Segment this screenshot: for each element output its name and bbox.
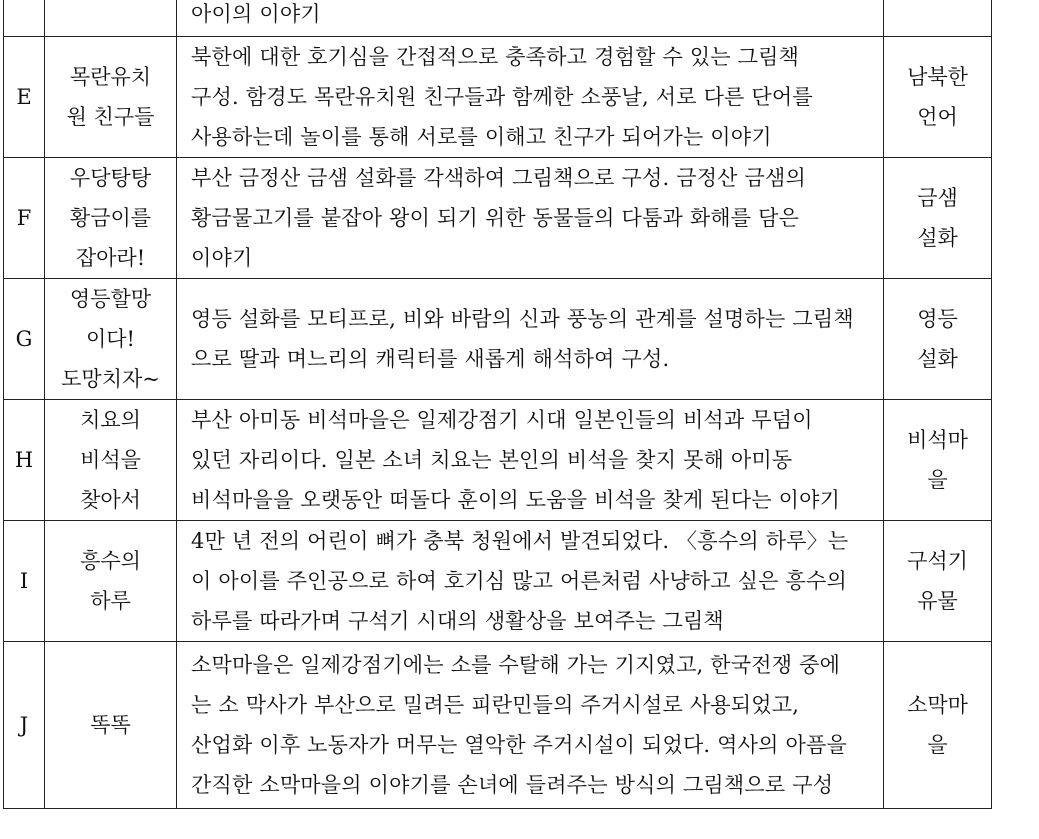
row-id-cell: F [4,158,45,279]
keyword-cell [884,400,992,521]
keyword-cell [884,521,992,642]
table-row [4,158,992,279]
keyword-cell [884,0,992,37]
row-id-cell: G [4,279,45,400]
description-line: 소막마을은 일제강점기에는 소를 수탈해 가는 기지였고, 한국전쟁 중에 [191,653,841,677]
keyword-line: 영등 [917,307,958,331]
keyword-line: 비석마 [907,428,968,452]
book-title-cell [45,279,177,400]
description-line: 황금물고기를 붙잡아 왕이 되기 위한 동물들의 다툼과 화해를 담은 [191,206,800,230]
title-line: 치요의 [80,408,141,432]
description-line: 는 소 막사가 부산으로 밀려든 피란민들의 주거시설로 사용되었고, [191,693,800,717]
table-row [4,521,992,642]
title-line: 비석을 [80,448,141,472]
title-line: 도망치자~ [61,367,160,391]
description-line: 아이의 이야기 [191,1,321,26]
keyword-line: 을 [927,733,948,757]
title-line: 우당탕탕 [69,166,152,190]
keyword-line: 금샘 [917,186,958,210]
description-line: 영등 설화를 모티프로, 비와 바람의 신과 풍농의 관계를 설명하는 그림책 [191,307,854,331]
description-cell [177,158,884,279]
description-line: 산업화 이후 노동자가 머무는 열악한 주거시설이 되었다. 역사의 아픔을 [191,733,847,757]
row-id-cell: J [4,642,45,809]
description-cell [177,400,884,521]
book-title-cell [45,158,177,279]
keyword-line: 설화 [917,347,958,371]
description-line: 사용하는데 놀이를 통해 서로를 이해고 친구가 되어가는 이야기 [191,125,772,149]
keyword-cell [884,642,992,809]
picture-book-table [3,0,992,809]
description-line: 부산 금정산 금샘 설화를 각색하여 그림책으로 구성. 금정산 금샘의 [191,166,806,190]
description-line: 비석마을을 오랫동안 떠돌다 훈이의 도움을 비석을 찾게 된다는 이야기 [191,488,841,512]
table-row [4,642,992,809]
description-cell [177,37,884,158]
book-title-cell [45,0,177,37]
title-line: 이다! [85,327,135,351]
keyword-cell [884,158,992,279]
title-line: 원 친구들 [66,105,155,129]
title-line: 목란유치 [69,65,152,89]
row-id-cell: I [4,521,45,642]
title-line: 흥수의 [80,549,141,573]
table-row [4,37,992,158]
keyword-line: 남북한 [907,65,968,89]
table-row [4,279,992,400]
row-id-cell [4,0,45,37]
keyword-line: 유물 [917,589,958,613]
table-body [4,0,992,809]
row-id-cell: H [4,400,45,521]
row-id-cell: E [4,37,45,158]
description-line: 이야기 [191,246,253,270]
description-line: 구성. 함경도 목란유치원 친구들과 함께한 소풍날, 서로 다른 단어를 [191,85,813,109]
keyword-line: 을 [927,468,948,492]
title-line: 잡아라! [75,246,146,270]
description-line: 으로 딸과 며느리의 캐릭터를 새롭게 해석하여 구성. [191,347,670,371]
description-line: 하루를 따라가며 구석기 시대의 생활상을 보여주는 그림책 [191,609,724,633]
description-cell [177,642,884,809]
book-title-cell [45,642,177,809]
title-line: 영등할망 [69,287,152,311]
keyword-line: 설화 [917,226,958,250]
title-line: 찾아서 [80,488,141,512]
keyword-line: 언어 [917,105,958,129]
keyword-cell [884,279,992,400]
keyword-line: 소막마 [907,693,968,717]
description-cell [177,279,884,400]
keyword-cell [884,37,992,158]
description-line: 있던 자리이다. 일본 소녀 치요는 본인의 비석을 찾지 못해 아미동 [191,448,793,472]
book-title-cell [45,521,177,642]
description-line: 4만 년 전의 어린이 뼈가 충북 청원에서 발견되었다. 〈흥수의 하루〉는 [191,529,849,553]
book-title-cell [45,400,177,521]
title-line: 하루 [90,589,131,613]
description-line: 부산 아미동 비석마을은 일제강점기 시대 일본인들의 비석과 무덤이 [191,408,813,432]
title-line: 황금이를 [69,206,152,230]
description-cell [177,0,884,37]
book-title-cell [45,37,177,158]
table-row [4,0,992,37]
keyword-line: 구석기 [907,549,968,573]
description-cell [177,521,884,642]
description-line: 이 아이를 주인공으로 하여 호기심 많고 어른처럼 사냥하고 싶은 흥수의 [191,569,847,593]
description-line: 간직한 소막마을의 이야기를 손녀에 들려주는 방식의 그림책으로 구성 [191,773,834,797]
title-line: 똑똑 [90,713,131,737]
description-line: 북한에 대한 호기심을 간접적으로 충족하고 경험할 수 있는 그림책 [191,45,800,69]
table-row [4,400,992,521]
